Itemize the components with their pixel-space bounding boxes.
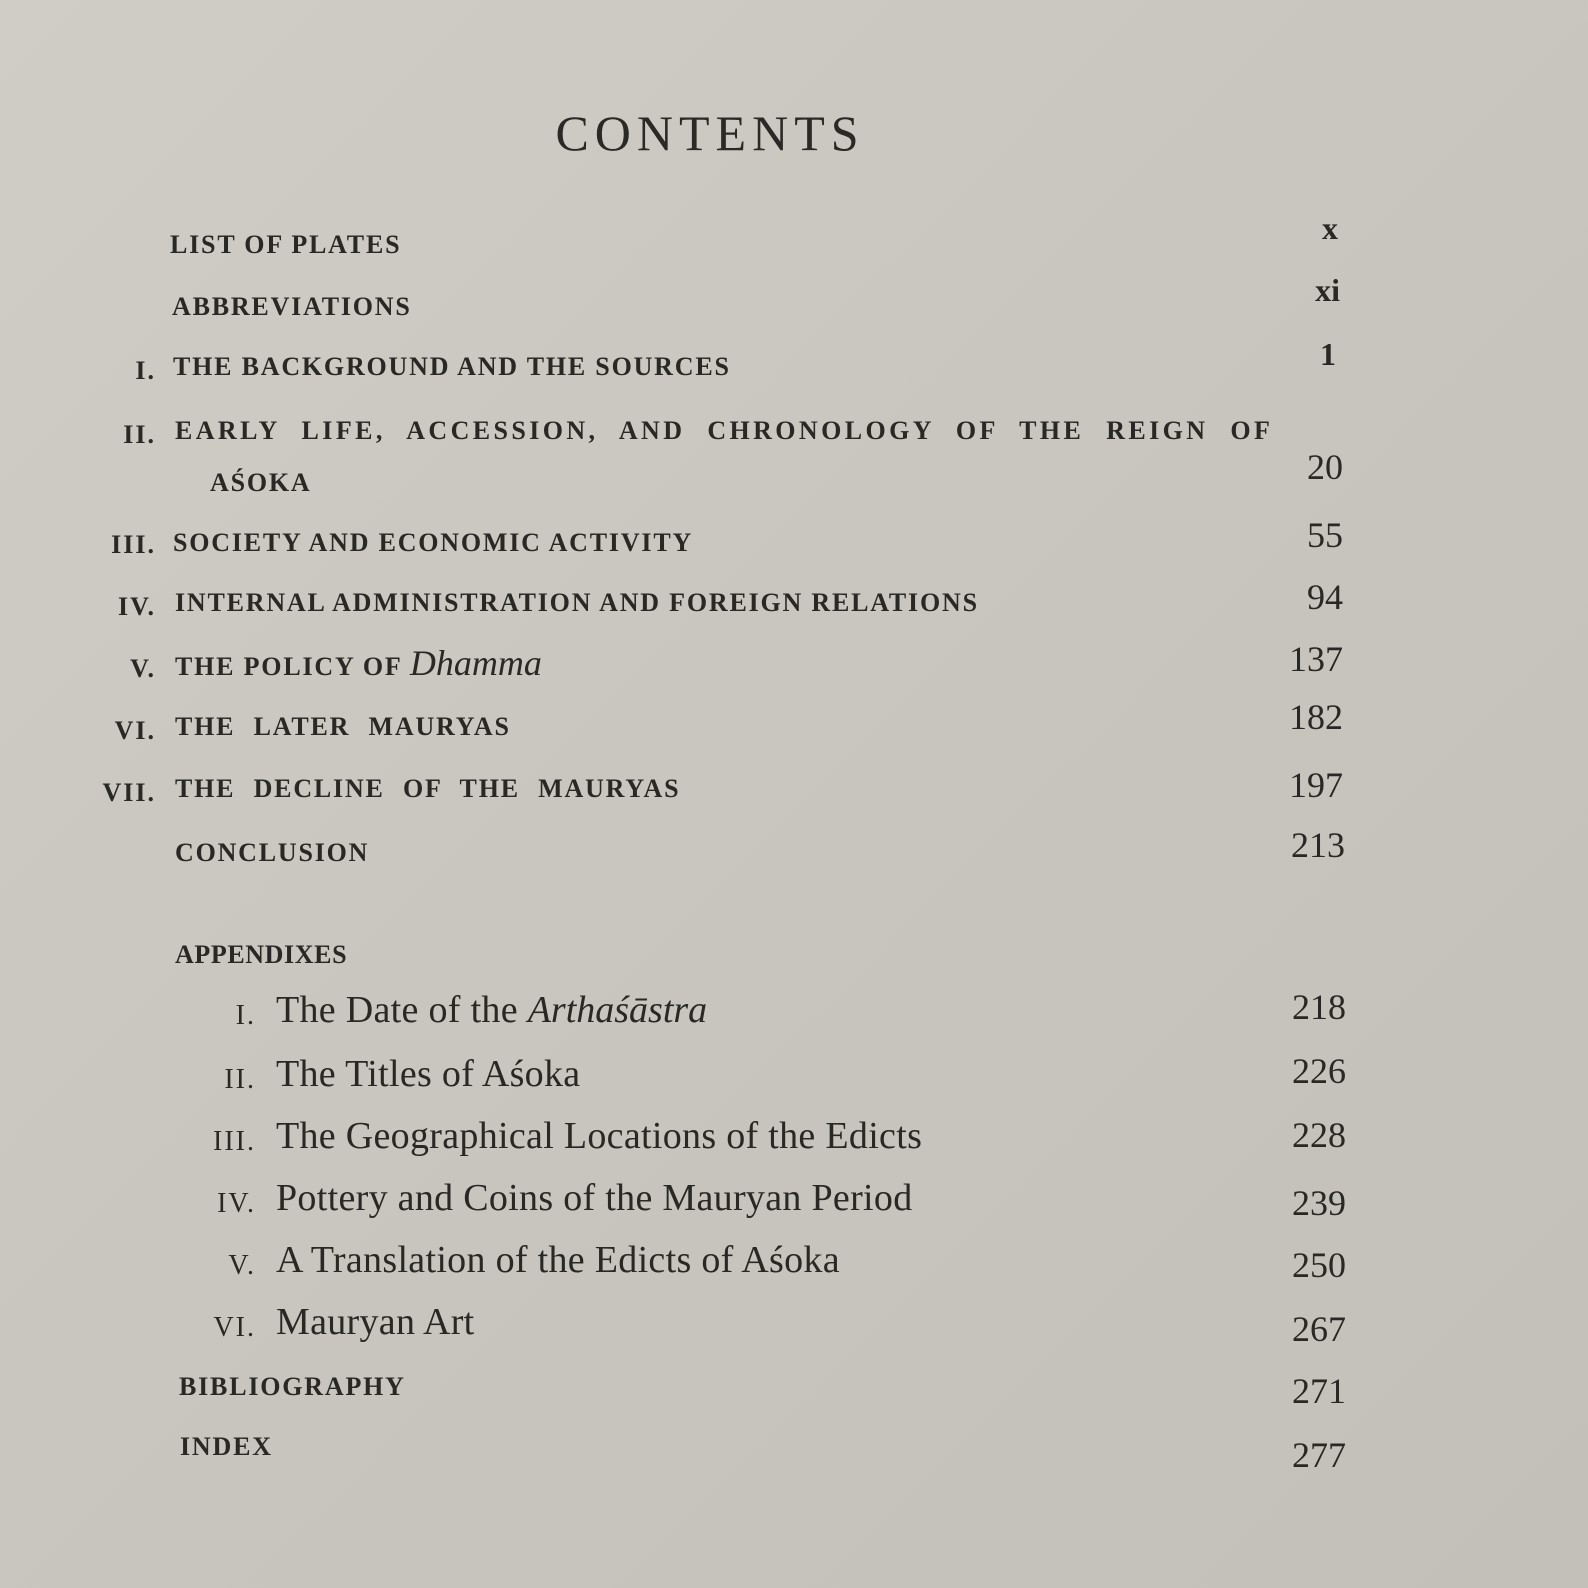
toc-entry-label: INDEX [180,1432,273,1461]
toc-entry-number: I. [135,356,156,385]
appendix-page: 218 [1292,987,1346,1027]
toc-entry-page: 20 [1307,447,1343,487]
toc-entry-page: 94 [1307,577,1343,617]
toc-entry-chapter-4[interactable] [0,577,1588,630]
toc-entry-bibliography[interactable] [0,1368,1588,1412]
toc-entry-index[interactable] [0,1428,1588,1475]
toc-entry-label: LIST OF PLATES [170,230,402,259]
toc-entry-label: BIBLIOGRAPHY [179,1372,406,1401]
appendix-page: 228 [1292,1115,1346,1155]
appendixes-heading-row [0,936,1588,980]
appendix-label [276,988,707,1032]
toc-entry-number: IV. [117,592,156,621]
appendix-number: II. [224,1064,256,1095]
toc-entry-abbreviations[interactable] [0,272,1588,332]
toc-entry-label: SOCIETY AND ECONOMIC ACTIVITY [173,528,694,557]
appendix-entry-3[interactable] [0,1114,1588,1158]
toc-entry-number: VI. [114,716,156,745]
toc-entry-page: 1 [1320,336,1336,372]
toc-entry-chapter-3[interactable] [0,515,1588,568]
appendix-entry-4[interactable] [0,1178,1588,1222]
appendix-page: 239 [1292,1183,1346,1223]
toc-entry-chapter-7[interactable] [0,765,1588,816]
toc-entry-chapter-5[interactable] [0,639,1588,690]
appendix-page: 267 [1292,1309,1346,1349]
appendix-page: 226 [1292,1051,1346,1091]
toc-entry-label-line-1: EARLY LIFE, ACCESSION, AND CHRONOLOGY OF THE REIGN OF [175,416,1274,445]
toc-entry-number: V. [130,654,156,683]
appendix-label-prefix: The Date of the [276,989,518,1031]
appendix-label: The Titles of Aśoka [276,1053,581,1095]
toc-entry-page: 213 [1291,825,1345,865]
toc-entry-page: 277 [1292,1435,1346,1475]
appendix-label-italic: Arthaśāstra [527,989,708,1031]
toc-entry-number: III. [111,530,156,559]
page-title: CONTENTS [555,105,865,161]
toc-entry-page: 55 [1307,515,1343,555]
toc-entry-conclusion[interactable] [0,825,1588,880]
appendix-number: VI. [213,1312,256,1343]
appendix-entry-1[interactable] [0,987,1588,1034]
appendix-number: I. [235,1000,256,1031]
toc-entry-chapter-2[interactable] [0,410,1588,510]
toc-entry-label-line-2: AŚOKA [210,468,312,497]
appendix-label: Pottery and Coins of the Mauryan Period [276,1177,913,1219]
toc-entry-label: ABBREVIATIONS [172,292,412,321]
appendix-entry-2[interactable] [0,1052,1588,1096]
toc-entry-label: CONCLUSION [175,838,370,867]
toc-entry-page: 182 [1289,697,1343,737]
appendix-entry-5[interactable] [0,1240,1588,1284]
appendixes-heading: APPENDIXES [175,940,348,969]
appendix-page: 250 [1292,1245,1346,1285]
appendix-label: The Geographical Locations of the Edicts [276,1115,923,1157]
toc-entry-label: THE BACKGROUND AND THE SOURCES [173,352,731,381]
toc-entry-chapter-1[interactable] [0,336,1588,394]
toc-entry-label: INTERNAL ADMINISTRATION AND FOREIGN RELATIONS [175,588,979,617]
appendix-number: V. [228,1250,256,1281]
toc-entry-page: 271 [1292,1371,1346,1411]
toc-entry-page: xi [1315,272,1340,308]
toc-entry-label: THE DECLINE OF THE MAURYAS [175,774,681,803]
appendix-label: A Translation of the Edicts of Aśoka [276,1239,840,1281]
toc-entry-label: THE LATER MAURYAS [175,712,511,741]
toc-entry-label-italic: Dhamma [409,643,542,683]
toc-entry-label [175,642,542,684]
appendix-number: IV. [217,1188,256,1219]
toc-entry-list-of-plates[interactable] [0,210,1588,270]
toc-entry-page: 197 [1289,765,1343,805]
toc-entry-page: x [1322,210,1338,246]
toc-entry-label-prefix: THE POLICY OF [175,652,402,681]
appendix-label: Mauryan Art [276,1301,475,1343]
appendix-number: III. [213,1126,256,1157]
toc-entry-page: 137 [1289,639,1343,679]
toc-entry-number: II. [123,420,156,449]
toc-entry-chapter-6[interactable] [0,697,1588,754]
toc-entry-number: VII. [102,778,156,807]
appendix-entry-6[interactable] [0,1301,1588,1349]
